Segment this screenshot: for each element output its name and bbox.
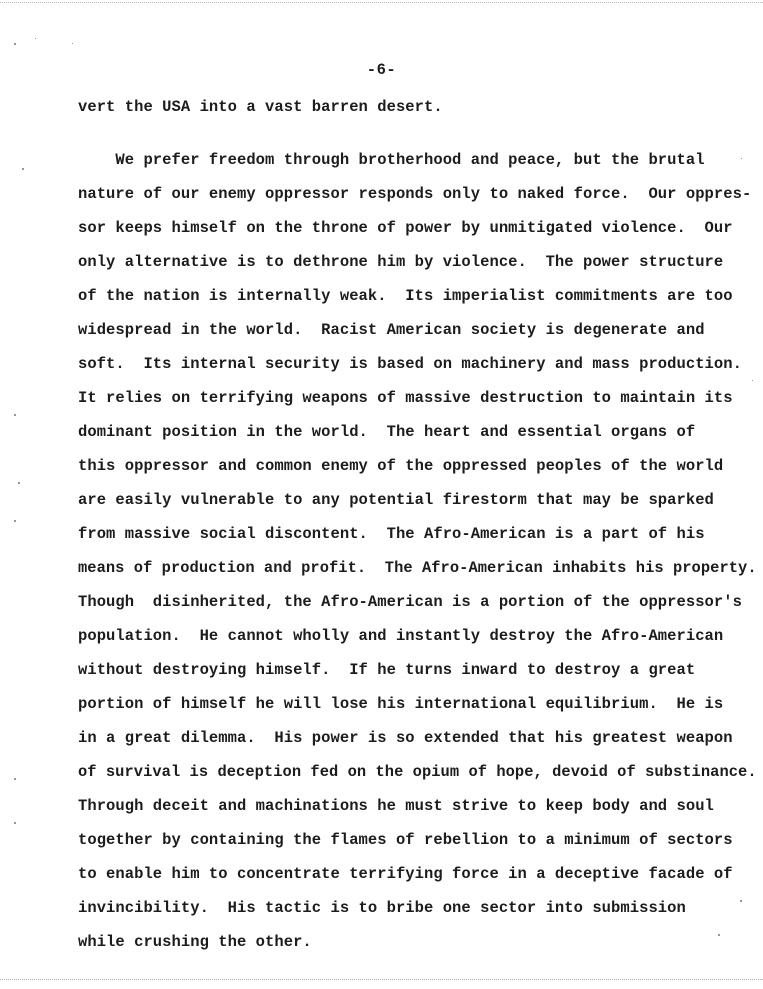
text-line: population. He cannot wholly and instantly destroy the Afro-American bbox=[78, 627, 724, 645]
scan-speck bbox=[14, 778, 16, 780]
text-line: of survival is deception fed on the opium of hope, devoid of substinance. bbox=[78, 763, 757, 781]
text-line: this oppressor and common enemy of the oppressed peoples of the world bbox=[78, 457, 724, 475]
scan-speck bbox=[35, 38, 36, 39]
text-line: from massive social discontent. The Afro-American is a part of his bbox=[78, 525, 705, 543]
text-line: Though disinherited, the Afro-American is a portion of the oppressor's bbox=[78, 593, 742, 611]
bottom-edge-dotted-border bbox=[0, 979, 763, 980]
scan-speck bbox=[718, 934, 720, 936]
text-line: without destroying himself. If he turns inward to destroy a great bbox=[78, 661, 696, 679]
scan-speck bbox=[740, 900, 742, 902]
text-line: invincibility. His tactic is to bribe one sector into submission bbox=[78, 899, 686, 917]
text-line: sor keeps himself on the throne of power by unmitigated violence. Our bbox=[78, 219, 733, 237]
text-line: We prefer freedom through brotherhood and peace, but the brutal bbox=[78, 151, 705, 169]
text-line: vert the USA into a vast barren desert. bbox=[78, 98, 443, 116]
text-line: to enable him to concentrate terrifying force in a deceptive facade of bbox=[78, 865, 733, 883]
text-line: while crushing the other. bbox=[78, 933, 312, 951]
page-number: -6- bbox=[366, 61, 397, 79]
text-line: of the nation is internally weak. Its imperialist commitments are too bbox=[78, 287, 733, 305]
text-line: It relies on terrifying weapons of massive destruction to maintain its bbox=[78, 389, 733, 407]
text-line: in a great dilemma. His power is so extended that his greatest weapon bbox=[78, 729, 733, 747]
text-line: portion of himself he will lose his international equilibrium. He is bbox=[78, 695, 724, 713]
text-line: Through deceit and machinations he must strive to keep body and soul bbox=[78, 797, 714, 815]
scan-speck bbox=[22, 168, 24, 170]
text-line: means of production and profit. The Afro-American inhabits his property. bbox=[78, 559, 757, 577]
scan-speck bbox=[741, 158, 742, 159]
text-line: are easily vulnerable to any potential firestorm that may be sparked bbox=[78, 491, 714, 509]
text-line: soft. Its internal security is based on machinery and mass production. bbox=[78, 355, 742, 373]
text-line: dominant position in the world. The heart and essential organs of bbox=[78, 423, 696, 441]
scan-speck bbox=[14, 43, 16, 45]
scan-speck bbox=[14, 414, 16, 416]
text-line: only alternative is to dethrone him by violence. The power structure bbox=[78, 253, 724, 271]
scan-speck bbox=[18, 482, 20, 484]
text-line: together by containing the flames of rebellion to a minimum of sectors bbox=[78, 831, 733, 849]
scan-speck bbox=[752, 380, 753, 381]
text-line: widespread in the world. Racist American society is degenerate and bbox=[78, 321, 705, 339]
scan-speck bbox=[14, 822, 16, 824]
scan-speck bbox=[14, 520, 16, 522]
top-edge-dotted-border bbox=[0, 2, 763, 3]
scan-speck bbox=[72, 43, 73, 44]
text-line: nature of our enemy oppressor responds only to naked force. Our oppres- bbox=[78, 185, 752, 203]
